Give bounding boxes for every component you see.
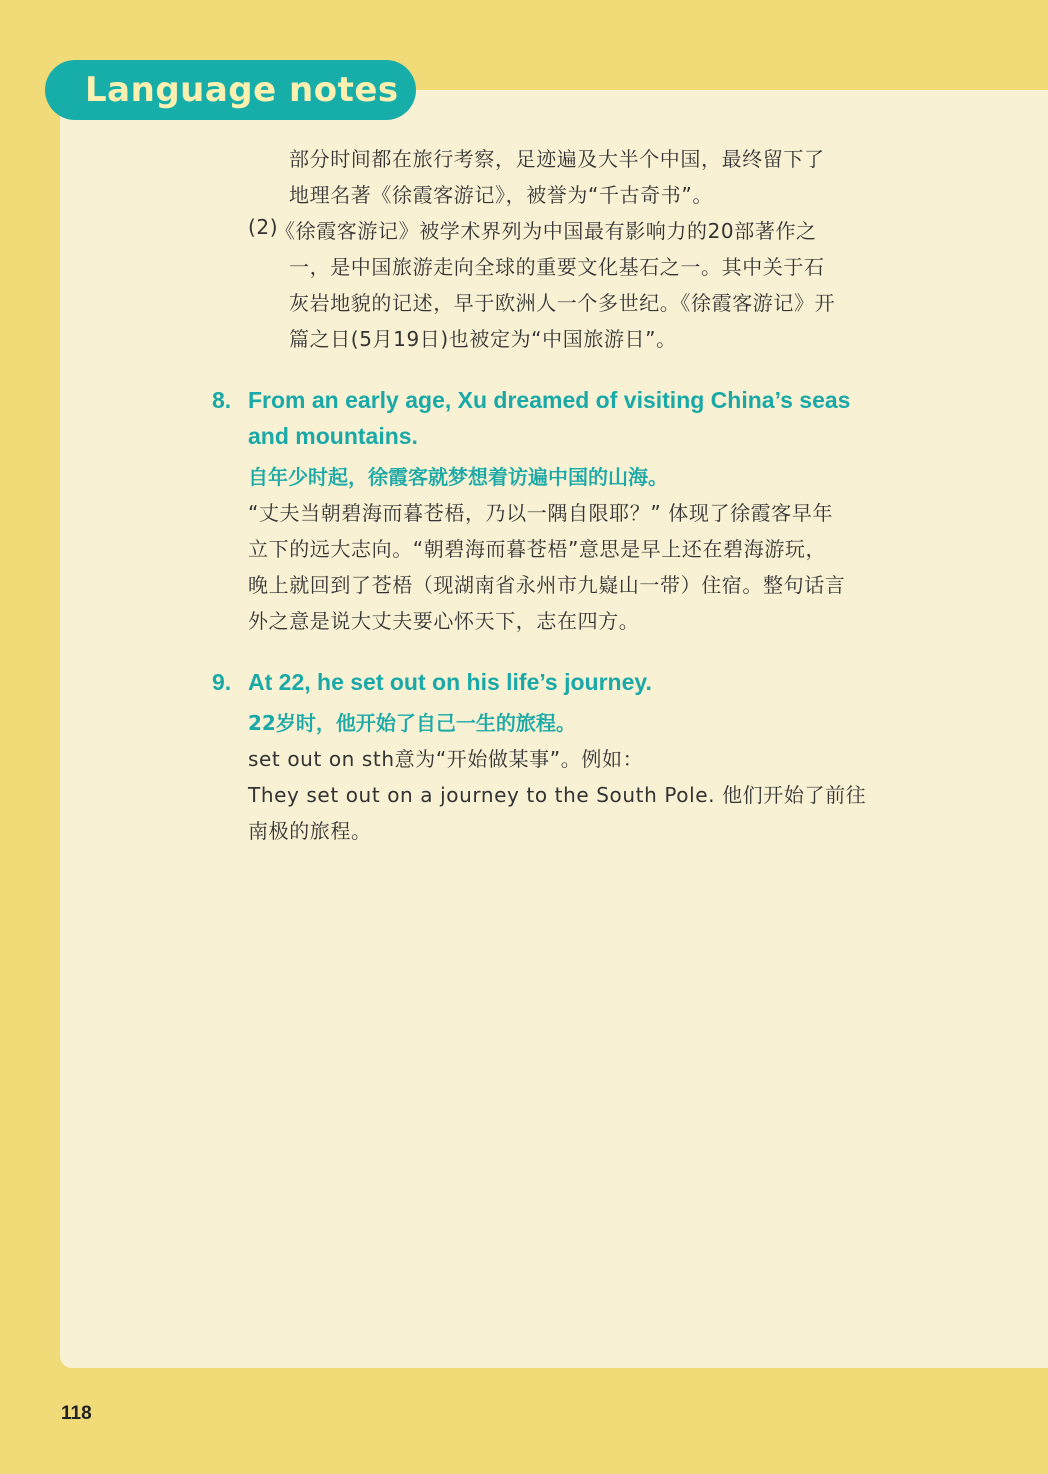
item-9-body-line: 南极的旅程。 (248, 819, 372, 843)
continued-text-line: 部分时间都在旅行考察，足迹遍及大半个中国，最终留下了 (289, 147, 825, 171)
item-8-body-line: 晚上就回到了苍梧（现湖南省永州市九嶷山一带）住宿。整句话言 (248, 573, 846, 597)
item-8-body-line: 外之意是说大丈夫要心怀天下，志在四方。 (248, 609, 640, 633)
item-8-english-heading: From an early age, Xu dreamed of visiting China’s seas (248, 387, 851, 413)
item-9-chinese-heading: 22岁时，他开始了自己一生的旅程。 (248, 711, 576, 735)
note-2-label: (2) (248, 215, 279, 239)
item-8-body-line: 立下的远大志向。“朝碧海而暮苍梧”意思是早上还在碧海游玩， (248, 537, 827, 561)
section-title-tab (45, 60, 416, 120)
page-number: 118 (61, 1403, 92, 1424)
item-8-body-line: “丈夫当朝碧海而暮苍梧，乃以一隅自限耶？” 体现了徐霞客早年 (248, 501, 834, 525)
item-9-body-line: set out on sth意为“开始做某事”。例如： (248, 747, 644, 771)
note-2-line: 《徐霞客游记》被学术界列为中国最有影响力的20部著作之 (275, 219, 817, 243)
item-8-english-heading: and mountains. (248, 423, 418, 449)
note-2-line: 灰岩地貌的记述，早于欧洲人一个多世纪。《徐霞客游记》开 (289, 291, 836, 315)
item-8-chinese-heading: 自年少时起，徐霞客就梦想着访遍中国的山海。 (248, 465, 668, 489)
note-2-line: 篇之日(5月19日)也被定为“中国旅游日”。 (289, 327, 677, 351)
item-8-number: 8. (212, 387, 232, 413)
section-title: Language notes (85, 70, 399, 110)
item-9-number: 9. (212, 669, 232, 695)
note-2-line: 一，是中国旅游走向全球的重要文化基石之一。其中关于石 (289, 255, 825, 279)
item-9-body-line: They set out on a journey to the South Pole. 他们开始了前往 (248, 783, 867, 807)
item-9-english-heading: At 22, he set out on his life’s journey. (248, 669, 652, 695)
continued-text-line: 地理名著《徐霞客游记》，被誉为“千古奇书”。 (289, 183, 713, 207)
